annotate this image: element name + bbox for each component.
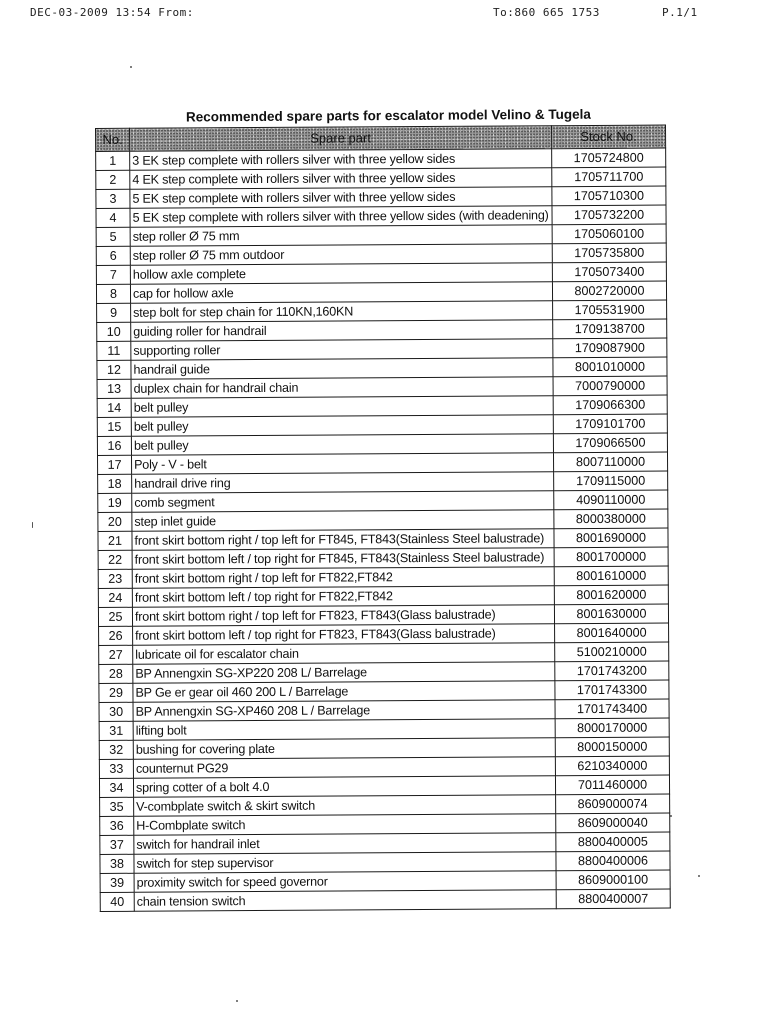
- spare-part-name: 4 EK step complete with rollers silver with three yellow sides: [130, 168, 552, 190]
- stock-number: 8001010000: [553, 357, 667, 377]
- row-number: 10: [97, 322, 131, 341]
- row-number: 20: [98, 512, 132, 531]
- row-number: 23: [98, 569, 132, 588]
- stock-number: 1705711700: [552, 167, 666, 187]
- stock-number: 1709066300: [553, 395, 667, 415]
- spare-part-name: lubricate oil for escalator chain: [133, 643, 555, 665]
- row-number: 28: [99, 664, 133, 683]
- fax-page-number: P.1/1: [662, 6, 698, 19]
- stock-number: 8001630000: [554, 604, 668, 624]
- table-body: [96, 148, 671, 911]
- stock-number: 8000150000: [555, 737, 669, 757]
- spare-part-name: cap for hollow axle: [130, 282, 552, 304]
- row-number: 6: [96, 246, 130, 265]
- row-number: 24: [98, 588, 132, 607]
- column-header-stock-no: Stock No.: [551, 125, 665, 149]
- spare-part-name: step roller Ø 75 mm outdoor: [130, 244, 552, 266]
- spare-part-name: supporting roller: [131, 339, 553, 361]
- stock-number: 8609000100: [556, 870, 670, 890]
- stock-number: 8007110000: [553, 452, 667, 472]
- document-title: Recommended spare parts for escalator model Velino & Tugela: [185, 106, 591, 125]
- stock-number: 8800400005: [556, 832, 670, 852]
- fax-speck: [130, 66, 132, 68]
- stock-number: 4090110000: [554, 490, 668, 510]
- row-number: 18: [98, 474, 132, 493]
- stock-number: 1705073400: [552, 262, 666, 282]
- spare-part-name: belt pulley: [131, 415, 553, 437]
- fax-recipient: To:860 665 1753: [493, 6, 600, 19]
- spare-part-name: front skirt bottom right / top left for FT823, FT843(Glass balustrade): [132, 605, 554, 627]
- row-number: 36: [100, 816, 134, 835]
- spare-part-name: spring cotter of a bolt 4.0: [133, 776, 555, 798]
- spare-part-name: step bolt for step chain for 110KN,160KN: [131, 301, 553, 323]
- stock-number: 1705060100: [552, 224, 666, 244]
- stock-number: 1705732200: [552, 205, 666, 225]
- row-number: 7: [96, 265, 130, 284]
- stock-number: 7000790000: [553, 376, 667, 396]
- stock-number: 8800400007: [556, 889, 670, 909]
- spare-part-name: belt pulley: [131, 434, 553, 456]
- spare-part-name: front skirt bottom left / top right for FT822,FT842: [132, 586, 554, 608]
- spare-part-name: Poly - V - belt: [131, 453, 553, 475]
- fax-speck: [236, 1000, 238, 1002]
- spare-part-name: duplex chain for handrail chain: [131, 377, 553, 399]
- row-number: 32: [99, 740, 133, 759]
- stock-number: 1701743200: [555, 661, 669, 681]
- spare-part-name: belt pulley: [131, 396, 553, 418]
- spare-part-name: front skirt bottom left / top right for FT823, FT843(Glass balustrade): [133, 624, 555, 646]
- stock-number: 7011460000: [555, 775, 669, 795]
- stock-number: 8001640000: [555, 623, 669, 643]
- stock-number: 1705531900: [553, 300, 667, 320]
- row-number: 12: [97, 360, 131, 379]
- spare-part-name: H-Combplate switch: [134, 814, 556, 836]
- row-number: 34: [99, 778, 133, 797]
- row-number: 9: [97, 303, 131, 322]
- stock-number: 8001690000: [554, 528, 668, 548]
- fax-speck: [670, 815, 672, 817]
- spare-part-name: lifting bolt: [133, 719, 555, 741]
- spare-part-name: BP Annengxin SG-XP220 208 L/ Barrelage: [133, 662, 555, 684]
- stock-number: 1701743400: [555, 699, 669, 719]
- stock-number: 8000380000: [554, 509, 668, 529]
- stock-number: 1709066500: [553, 433, 667, 453]
- stock-number: 8609000074: [556, 794, 670, 814]
- row-number: 25: [98, 607, 132, 626]
- row-number: 22: [98, 550, 132, 569]
- spare-part-name: guiding roller for handrail: [131, 320, 553, 342]
- spare-part-name: BP Ge er gear oil 460 200 L / Barrelage: [133, 681, 555, 703]
- fax-header: [0, 6, 768, 22]
- row-number: 19: [98, 493, 132, 512]
- stock-number: 8609000040: [556, 813, 670, 833]
- spare-part-name: proximity switch for speed governor: [134, 871, 556, 893]
- stock-number: 8001700000: [554, 547, 668, 567]
- fax-timestamp-sender: DEC-03-2009 13:54 From:: [30, 6, 194, 19]
- row-number: 1: [96, 151, 130, 170]
- stock-number: 8001620000: [554, 585, 668, 605]
- stock-number: 1709115000: [554, 471, 668, 491]
- row-number: 26: [99, 626, 133, 645]
- stock-number: 1709087900: [553, 338, 667, 358]
- table-header-row: [96, 125, 666, 151]
- spare-part-name: step inlet guide: [132, 510, 554, 532]
- row-number: 11: [97, 341, 131, 360]
- stock-number: 6210340000: [555, 756, 669, 776]
- stock-number: 1709138700: [553, 319, 667, 339]
- fax-speck: [698, 875, 700, 877]
- stock-number: 8001610000: [554, 566, 668, 586]
- fax-speck: [32, 522, 33, 528]
- spare-parts-table: [95, 125, 671, 912]
- stock-number: 1705724800: [552, 148, 666, 168]
- spare-part-name: V-combplate switch & skirt switch: [134, 795, 556, 817]
- stock-number: 8800400006: [556, 851, 670, 871]
- spare-part-name: handrail drive ring: [132, 472, 554, 494]
- row-number: 31: [99, 721, 133, 740]
- row-number: 13: [97, 379, 131, 398]
- row-number: 40: [100, 892, 134, 911]
- spare-part-name: bushing for covering plate: [133, 738, 555, 760]
- row-number: 27: [99, 645, 133, 664]
- spare-part-name: handrail guide: [131, 358, 553, 380]
- row-number: 21: [98, 531, 132, 550]
- spare-part-name: front skirt bottom left / top right for FT845, FT843(Stainless Steel balustrade): [132, 548, 554, 570]
- stock-number: 8002720000: [552, 281, 666, 301]
- stock-number: 8000170000: [555, 718, 669, 738]
- stock-number: 1705710300: [552, 186, 666, 206]
- stock-number: 1701743300: [555, 680, 669, 700]
- column-header-no: No.: [96, 128, 130, 151]
- row-number: 38: [100, 854, 134, 873]
- spare-part-name: step roller Ø 75 mm: [130, 225, 552, 247]
- row-number: 14: [97, 398, 131, 417]
- row-number: 33: [99, 759, 133, 778]
- spare-part-name: 5 EK step complete with rollers silver with three yellow sides (with deadening): [130, 206, 552, 228]
- row-number: 30: [99, 702, 133, 721]
- spare-part-name: switch for handrail inlet: [134, 833, 556, 855]
- stock-number: 1709101700: [553, 414, 667, 434]
- spare-part-name: comb segment: [132, 491, 554, 513]
- spare-part-name: switch for step supervisor: [134, 852, 556, 874]
- spare-part-name: BP Annengxin SG-XP460 208 L / Barrelage: [133, 700, 555, 722]
- spare-part-name: counternut PG29: [133, 757, 555, 779]
- row-number: 8: [96, 284, 130, 303]
- row-number: 37: [100, 835, 134, 854]
- row-number: 16: [97, 436, 131, 455]
- row-number: 29: [99, 683, 133, 702]
- row-number: 3: [96, 189, 130, 208]
- row-number: 15: [97, 417, 131, 436]
- spare-part-name: front skirt bottom right / top left for FT822,FT842: [132, 567, 554, 589]
- row-number: 5: [96, 227, 130, 246]
- row-number: 2: [96, 170, 130, 189]
- stock-number: 1705735800: [552, 243, 666, 263]
- stock-number: 5100210000: [555, 642, 669, 662]
- row-number: 4: [96, 208, 130, 227]
- spare-part-name: chain tension switch: [134, 890, 556, 912]
- column-header-spare-part: Spare part: [130, 126, 552, 152]
- table-row: [100, 889, 670, 911]
- spare-part-name: 5 EK step complete with rollers silver with three yellow sides: [130, 187, 552, 209]
- row-number: 35: [100, 797, 134, 816]
- row-number: 17: [98, 455, 132, 474]
- row-number: 39: [100, 873, 134, 892]
- spare-part-name: front skirt bottom right / top left for FT845, FT843(Stainless Steel balustrade): [132, 529, 554, 551]
- spare-part-name: 3 EK step complete with rollers silver with three yellow sides: [130, 149, 552, 171]
- spare-part-name: hollow axle complete: [130, 263, 552, 285]
